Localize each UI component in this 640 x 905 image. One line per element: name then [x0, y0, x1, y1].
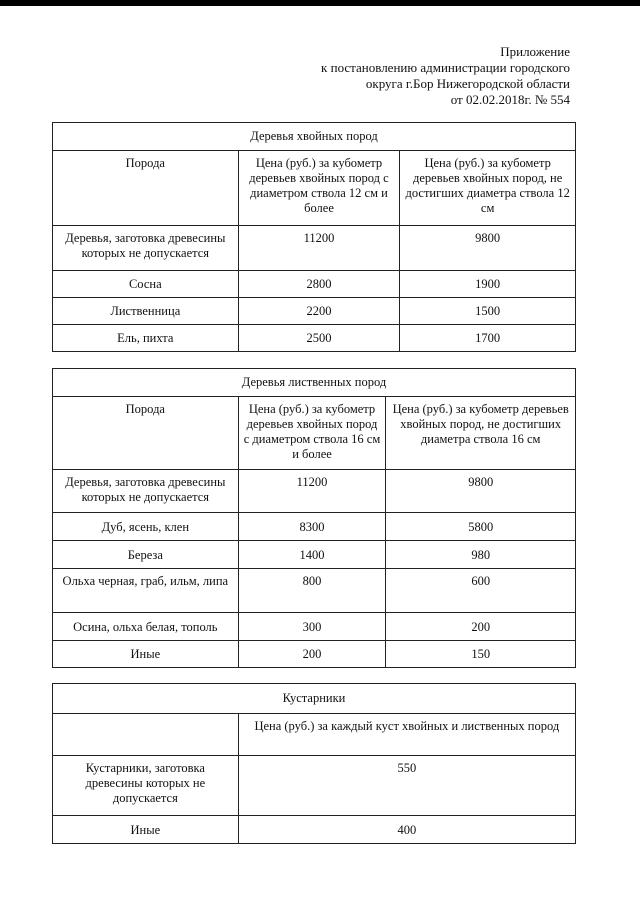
- row-price-small: 600: [386, 569, 576, 613]
- row-price-small: 150: [386, 641, 576, 668]
- table-row: [53, 513, 576, 541]
- row-price-big: 1400: [238, 541, 386, 569]
- row-price-small: 1500: [400, 298, 576, 325]
- row-price: 400: [238, 816, 575, 844]
- deciduous-table: [52, 368, 576, 668]
- row-price-small: 5800: [386, 513, 576, 541]
- table-row: [53, 756, 576, 816]
- col-price-small-header: Цена (руб.) за кубометр деревьев хвойных пород, не достигших диаметра ствола 12 см: [400, 151, 576, 226]
- top-border-line: [0, 0, 640, 6]
- table-row: [53, 226, 576, 271]
- row-breed: Кустарники, заготовка древесины которых не допускается: [53, 756, 239, 816]
- shrubs-title: Кустарники: [53, 684, 576, 714]
- row-breed: Ольха черная, граб, ильм, липа: [53, 569, 239, 613]
- row-price-small: 9800: [386, 470, 576, 513]
- row-price-small: 9800: [400, 226, 576, 271]
- table-row: [53, 816, 576, 844]
- row-price-big: 2500: [238, 325, 400, 352]
- col-price-small-header: Цена (руб.) за кубометр деревьев хвойных пород, не достигших диаметра ствола 16 см: [386, 397, 576, 470]
- row-price-big: 8300: [238, 513, 386, 541]
- table-row: [53, 541, 576, 569]
- shrubs-header-row: [53, 714, 576, 756]
- table-row: [53, 641, 576, 668]
- resolution-line: к постановлению администрации городского: [321, 60, 570, 75]
- row-price-big: 11200: [238, 226, 400, 271]
- deciduous-title: Деревья лиственных пород: [53, 369, 576, 397]
- table-row: [53, 613, 576, 641]
- table-row: [53, 298, 576, 325]
- table-row: [53, 325, 576, 352]
- row-breed: Деревья, заготовка древесины которых не допускается: [53, 470, 239, 513]
- row-price-big: 200: [238, 641, 386, 668]
- row-price-big: 800: [238, 569, 386, 613]
- date-number-line: от 02.02.2018г. № 554: [450, 92, 570, 107]
- row-price-big: 300: [238, 613, 386, 641]
- col-price-big-header: Цена (руб.) за кубометр деревьев хвойных пород с диаметром ствола 16 см и более: [238, 397, 386, 470]
- row-price: 550: [238, 756, 575, 816]
- document-header: [321, 44, 570, 108]
- row-breed: Береза: [53, 541, 239, 569]
- appendix-label: Приложение: [500, 44, 570, 59]
- col-breed-header: Порода: [53, 397, 239, 470]
- row-breed: Дуб, ясень, клен: [53, 513, 239, 541]
- row-breed: Деревья, заготовка древесины которых не допускается: [53, 226, 239, 271]
- conifers-title: Деревья хвойных пород: [53, 123, 576, 151]
- row-breed: Сосна: [53, 271, 239, 298]
- row-breed: Иные: [53, 641, 239, 668]
- row-breed: Лиственница: [53, 298, 239, 325]
- conifers-header-row: [53, 151, 576, 226]
- row-price-small: 980: [386, 541, 576, 569]
- shrubs-table: [52, 683, 576, 844]
- table-row: [53, 271, 576, 298]
- row-price-small: 200: [386, 613, 576, 641]
- row-breed: Осина, ольха белая, тополь: [53, 613, 239, 641]
- row-price-big: 2200: [238, 298, 400, 325]
- row-breed: Иные: [53, 816, 239, 844]
- row-price-big: 11200: [238, 470, 386, 513]
- row-breed: Ель, пихта: [53, 325, 239, 352]
- col-price-big-header: Цена (руб.) за кубометр деревьев хвойных пород с диаметром ствола 12 см и более: [238, 151, 400, 226]
- conifers-table: [52, 122, 576, 352]
- col-breed-header: [53, 714, 239, 756]
- district-line: округа г.Бор Нижегородской области: [365, 76, 570, 91]
- row-price-big: 2800: [238, 271, 400, 298]
- table-row: [53, 470, 576, 513]
- table-row: [53, 569, 576, 613]
- row-price-small: 1900: [400, 271, 576, 298]
- col-price-header: Цена (руб.) за каждый куст хвойных и лиственных пород: [238, 714, 575, 756]
- col-breed-header: Порода: [53, 151, 239, 226]
- row-price-small: 1700: [400, 325, 576, 352]
- deciduous-header-row: [53, 397, 576, 470]
